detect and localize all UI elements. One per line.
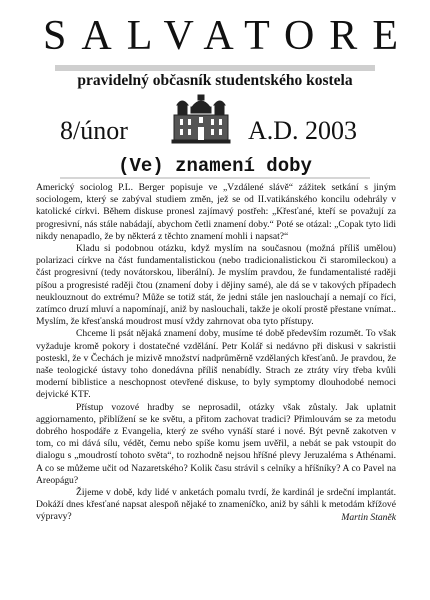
issue-number: 8/únor — [60, 116, 128, 145]
article-paragraph: Chceme li psát nějaká znamení doby, musíme té době především rozumět. To však vyžaduje kromě pokory i dostatečné vzdělání. Petr Kolář si nedávno při diskusi v sakristii posteskl, že v Čechách je mizivě množství nadprůměrně vzdělaných křesťanů. Je pravdou, že naše teologické ústavy toho donedávna příliš nenabídly. Strach ze ztráty víry třeba kvůli moderní biblistice a neschopnost otevřené diskuse, to byly symptomy dlouhodobé nemoci dejvické KTF. — [36, 328, 396, 401]
article-paragraph: Žijeme v době, kdy lidé v anketách pomalu tvrdí, že kardinál je srdeční implantát. Dokáží dnes křesťané napsat alespoň nějaké to znameníčko, aniž by sáhli k metodám křížové výpravy? — [36, 487, 396, 523]
issue-year: A.D. 2003 — [248, 116, 358, 145]
article-paragraph: Kladu si podobnou otázku, když myslím na současnou (možná příliš umělou) polarizaci církve na část fundamentalistickou (nebo tradicionalistickou či staromileckou) a část progresivní (tedy novátorskou, liberální). Je myslím pravdou, že fundamentalisté raději píšou a progresisté raději čtou (znamení doby i dějiny samé), ale dá se v takových případech neuklouznout do extrému? Může se totiž stát, že jedni stále jen naslouchají a nemají co říci, zatímco druzí mluví a napomínají, aniž by naslouchali, takže je okolí prostě přestane vnímat.. Myslím, že křesťanská moudrost musí vždy zahrnovat oba tyto přístupy. — [36, 243, 396, 328]
article-author: Martin Staněk — [341, 511, 396, 523]
masthead-subtitle: pravidelný občasník studentského kostela — [77, 72, 353, 89]
masthead-rule — [55, 65, 375, 71]
article-paragraph: Přístup vozové hradby se neprosadil, otázky však zůstaly. Jak uplatnit aggiornamento, přiblížení se ke světu, a přitom zachovat tradici? Přimlouvám se za metodu dobrého hospodáře z Evangelia, který ze svého vynáší staré i nové. Být pevně zakotven v tom, co mi dává sílu, védět, čemu nebo spíše komu jsem uvěřil, a nebát se pak vstoupit do dialogu s „moudrostí tohoto světa“, to rozhodně nejsou hříšné plevy Jeruzaléma s Athénami. A co se můžeme učit od Nazaretského? Kolik času strávil s celníky a hříšníky? A co Pavel na Areopágu? — [36, 401, 396, 486]
article-body — [36, 182, 396, 524]
masthead-title: SALVATORE — [43, 13, 413, 59]
headline-rule — [60, 177, 370, 179]
article-headline: (Ve) znamení doby — [118, 155, 312, 177]
church-facade-icon — [170, 93, 232, 145]
article-paragraph: Americký sociolog P.L. Berger popisuje ve „Vzdálené slávě“ zážitek setkání s jiným sociologem, který se zabýval studiem změn, jež se od II.vatikánského koncilu odehrály v katolické církvi. Během diskuse pronesl zajímavý postřeh: „Křesťané, kteří se považují za progresivní, nás stále nabádají, abychom četli znamení doby.“ Poté se otázal: „Copak tyto lidi nikdy nenapadlo, že by některá z těchto znamení mohli i napsat?“ — [36, 182, 396, 242]
